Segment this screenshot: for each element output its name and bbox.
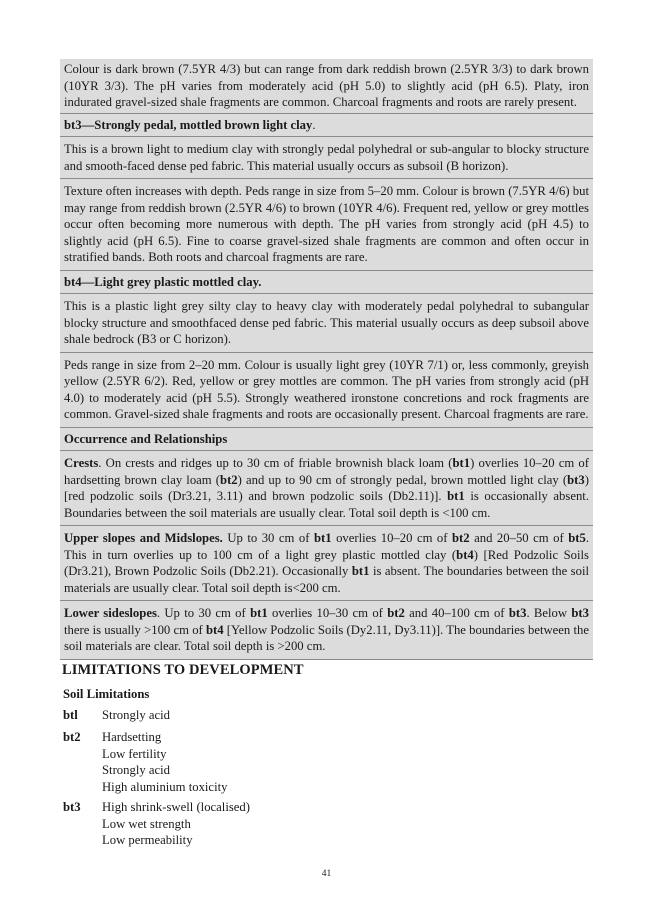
limitation-code: bt2 <box>63 730 81 744</box>
limitation-item: High shrink-swell (localised) <box>102 800 250 814</box>
soil-limitations-subtitle: Soil Limitations <box>63 687 150 701</box>
limitation-item: Strongly acid <box>102 708 171 722</box>
limitation-item: Low wet strength <box>102 816 191 831</box>
limitations-title: LIMITATIONS TO DEVELOPMENT <box>62 662 304 678</box>
bt4-description-paragraph: This is a plastic light grey silty clay to heavy clay with moderately pedal polyhedral to subangular blocky structure and smoothfaced dense ped fabric. This material usually occurs as deep subsoil above shale bedrock (B3 or C horizon). <box>60 293 593 352</box>
limitation-item: Hardsetting <box>102 730 162 744</box>
limitation-item: Strongly acid <box>102 763 171 777</box>
bt3-heading: bt3—Strongly pedal, mottled brown light clay. <box>60 113 593 137</box>
bt4-heading: bt4—Light grey plastic mottled clay. <box>60 270 593 294</box>
bt3-texture-paragraph: Texture often increases with depth. Peds range in size from 5–20 mm. Colour is brown (7.5YR 4/6) but may range from reddish brown (2.5YR 4/6) to brown (10YR 4/6). Frequent red, yellow or grey mottles occur often becoming more numerous with depth. The pH varies from strongly acid (pH 4.5) to slightly acid (pH 6.5). Fine to coarse gravel-sized shale fragments are common and often occur in stratified bands. Both roots and charcoal fragments are rare. <box>60 178 593 270</box>
crests-paragraph: Crests. On crests and ridges up to 30 cm of friable brownish black loam (bt1) overlies 10–20 cm of hardsetting brown clay loam (bt2) and up to 90 cm of strongly pedal, brown mottled light clay (bt3) [red podzolic soils (Dr3.21, 3.11) and brown podzolic soils (Db2.11)]. bt1 is occasionally absent. Boundaries between the soil materials are usually clear. Total soil depth is <100 cm. <box>60 450 593 525</box>
page-number: 41 <box>321 869 332 879</box>
limitation-items <box>102 729 227 795</box>
limitation-items <box>102 707 170 724</box>
limitation-items <box>102 799 250 849</box>
limitation-code: bt3 <box>63 800 81 814</box>
occurrence-heading: Occurrence and Relationships <box>60 427 593 451</box>
limitation-code: btl <box>63 708 78 722</box>
bt4-peds-paragraph: Peds range in size from 2–20 mm. Colour is usually light grey (10YR 7/1) or, less commonly, greyish yellow (2.5YR 6/2). Red, yellow or grey mottles are common. The pH varies from strongly acid (pH 4.0) to moderately acid (pH 5.5). Strongly weathered ironstone concretions and rock fragments are common. Gravel-sized shale fragments and roots are occasionally present. Charcoal fragments are rare. <box>60 352 593 427</box>
soil-description-box <box>60 59 593 660</box>
limitation-item: High aluminium toxicity <box>102 779 228 794</box>
bt2-colour-paragraph: Colour is dark brown (7.5YR 4/3) but can range from dark reddish brown (2.5YR 3/3) to dark brown (10YR 3/3). The pH varies from moderately acid (pH 5.0) to slightly acid (pH 6.5). Platy, iron indurated gravel-sized shale fragments are common. Charcoal fragments and roots are rarely present. <box>64 62 589 109</box>
limitation-item: Low fertility <box>102 746 167 761</box>
upper-slopes-paragraph: Upper slopes and Midslopes. Up to 30 cm of bt1 overlies 10–20 cm of bt2 and 20–50 cm of bt5. This in turn overlies up to 100 cm of a light grey plastic mottled clay (bt4) [Red Podzolic Soils (Dr3.21), Brown Podzolic Soils (Db2.21). Occasionally bt1 is absent. The boundaries between the soil materials are usually clear. Total soil depth is<200 cm. <box>60 525 593 600</box>
limitation-item: Low permeability <box>102 833 193 847</box>
bt3-description-paragraph: This is a brown light to medium clay with strongly pedal polyhedral or sub-angular to blocky structure and smooth-faced dense ped fabric. This material usually occurs as subsoil (B horizon). <box>60 136 593 178</box>
lower-sideslopes-paragraph: Lower sideslopes. Up to 30 cm of bt1 overlies 10–30 cm of bt2 and 40–100 cm of bt3. Below bt3 there is usually >100 cm of bt4 [Yellow Podzolic Soils (Dy2.11, Dy3.11)]. The boundaries between the soil materials are clear. Total soil depth is >200 cm. <box>60 600 593 659</box>
